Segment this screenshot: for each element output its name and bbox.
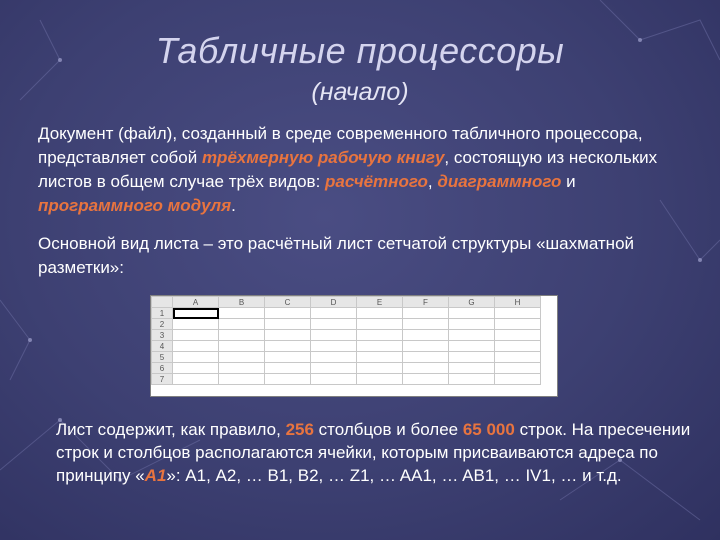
grid-cell[interactable] [219,330,265,341]
grid-cell[interactable] [357,319,403,330]
grid-cell[interactable] [449,308,495,319]
grid-cell[interactable] [495,352,541,363]
grid-cell[interactable] [357,374,403,385]
grid-cell[interactable] [403,341,449,352]
highlight-calc-sheet: расчётного [325,172,428,191]
highlight-chart-sheet: диаграммного [437,172,562,191]
text: строк. На пресечении строк и столбцов располагаются ячейки, которым присваиваются адреса по принципу « [56,420,691,485]
row-header[interactable]: 7 [152,374,173,385]
column-header[interactable]: E [357,297,403,308]
text: Документ (файл), созданный в среде современного табличного процессора, представляет собой [38,124,643,167]
slide-title: Табличные процессоры [155,30,565,71]
grid-cell[interactable] [449,352,495,363]
column-header[interactable]: D [311,297,357,308]
grid-cell[interactable] [403,374,449,385]
grid-cell[interactable] [495,363,541,374]
highlight-a1: А1 [144,466,167,485]
row-header[interactable]: 6 [152,363,173,374]
column-header[interactable]: B [219,297,265,308]
grid-cell[interactable] [173,330,219,341]
grid-cell[interactable] [311,330,357,341]
grid-cell[interactable] [311,319,357,330]
highlight-module-sheet: программного модуля [38,196,232,215]
table-row [152,341,541,352]
column-header[interactable]: G [449,297,495,308]
grid-cell[interactable] [265,330,311,341]
table-row [152,330,541,341]
row-header[interactable]: 4 [152,341,173,352]
table-row [152,352,541,363]
paragraph-workbook [38,122,688,218]
text: »: А1, А2, … В1, В2, … Z1, … AA1, … AB1, … IV1, … и т.д. [166,466,622,485]
grid-cell[interactable] [265,308,311,319]
grid-cell[interactable] [357,352,403,363]
grid-cell[interactable] [173,363,219,374]
grid-cell[interactable] [495,330,541,341]
grid-cell[interactable] [311,341,357,352]
row-header[interactable]: 2 [152,319,173,330]
grid-cell[interactable] [219,374,265,385]
column-header[interactable]: C [265,297,311,308]
column-header[interactable]: F [403,297,449,308]
text: и [561,172,576,191]
grid-cell[interactable] [449,330,495,341]
grid-cell[interactable] [403,352,449,363]
paragraph-sheet-type: Основной вид листа – это расчётный лист сетчатой структуры «шахматной разметки»: [38,234,635,277]
row-header[interactable]: 5 [152,352,173,363]
text: , [427,172,438,191]
grid-cell[interactable] [357,308,403,319]
grid-cell[interactable] [219,352,265,363]
grid-cell[interactable] [449,374,495,385]
grid-cell[interactable] [403,319,449,330]
grid-cell[interactable] [403,330,449,341]
grid-cell[interactable] [357,330,403,341]
grid-cell[interactable] [311,374,357,385]
text: , состоящую из нескольких листов в общем случае трёх видов: [38,148,658,191]
grid-cell[interactable] [219,363,265,374]
text: . [231,196,236,215]
grid-cell[interactable] [495,319,541,330]
grid-cell[interactable] [403,363,449,374]
table-row [152,374,541,385]
column-header[interactable]: H [495,297,541,308]
highlight-3d-workbook: трёхмерную рабочую книгу [201,148,445,167]
grid-cell[interactable] [265,374,311,385]
active-cell[interactable] [173,308,219,319]
grid-cell[interactable] [311,308,357,319]
grid-cell[interactable] [265,319,311,330]
grid-cell[interactable] [449,319,495,330]
slide-subtitle: (начало) [311,78,409,106]
table-row [152,319,541,330]
grid-cell[interactable] [265,352,311,363]
text: столбцов и более [313,420,463,439]
grid-cell[interactable] [173,374,219,385]
highlight-65000: 65 000 [462,420,515,439]
grid-cell[interactable] [357,341,403,352]
grid-cell[interactable] [403,308,449,319]
grid-cell[interactable] [173,319,219,330]
column-header[interactable]: A [173,297,219,308]
grid-cell[interactable] [219,319,265,330]
grid-cell[interactable] [357,363,403,374]
corner-cell [152,297,173,308]
row-header[interactable]: 1 [152,308,173,319]
grid-cell[interactable] [265,363,311,374]
table-row [152,363,541,374]
table-row [152,308,541,319]
grid-cell[interactable] [495,341,541,352]
text: Лист содержит, как правило, [56,420,286,439]
paragraph-sheet-size [56,418,696,487]
grid-cell[interactable] [219,308,265,319]
grid-cell[interactable] [173,341,219,352]
grid-cell[interactable] [311,363,357,374]
spreadsheet-grid-image [150,295,558,397]
grid-cell[interactable] [219,341,265,352]
row-header[interactable]: 3 [152,330,173,341]
highlight-256: 256 [285,420,314,439]
grid-cell[interactable] [449,363,495,374]
grid-cell[interactable] [311,352,357,363]
grid-cell[interactable] [495,374,541,385]
grid-cell[interactable] [449,341,495,352]
grid-cell[interactable] [495,308,541,319]
grid-cell[interactable] [173,352,219,363]
spreadsheet-table [151,296,541,385]
grid-cell[interactable] [265,341,311,352]
